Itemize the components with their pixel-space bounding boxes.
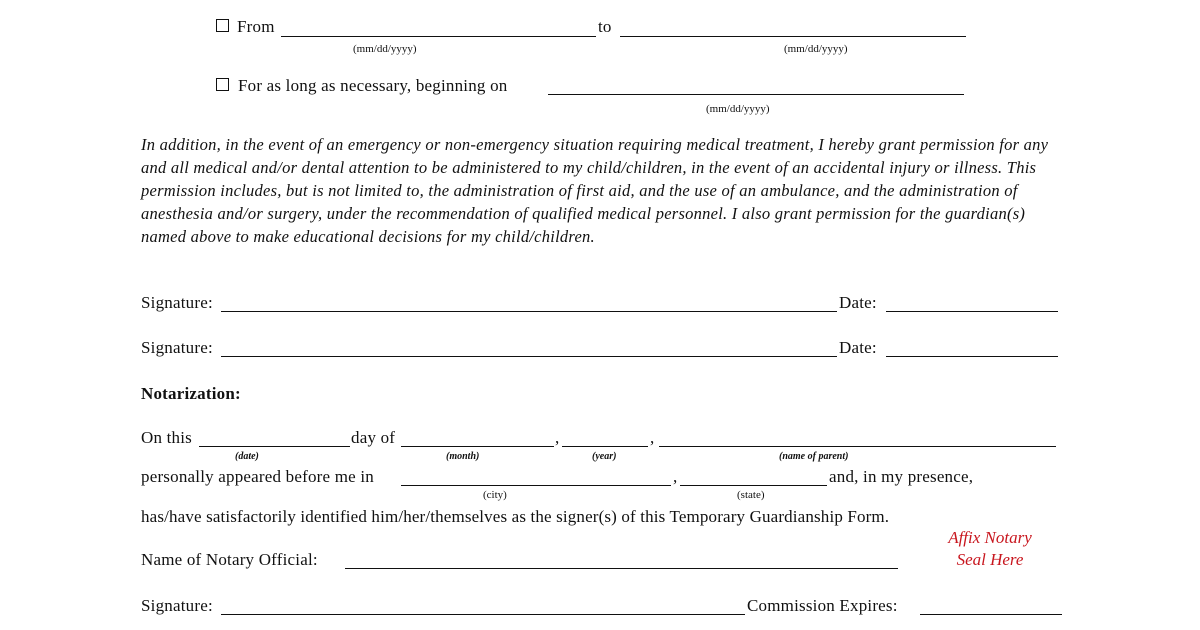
date-label-2: Date:: [839, 338, 877, 357]
on-this-label: On this: [141, 428, 192, 447]
beginning-date-hint: (mm/dd/yyyy): [706, 103, 770, 115]
hint-date: (date): [235, 451, 259, 462]
from-checkbox[interactable]: [216, 19, 229, 32]
commission-expires-label: Commission Expires:: [747, 596, 898, 615]
from-date-hint: (mm/dd/yyyy): [353, 43, 417, 55]
date-field-1[interactable]: [886, 311, 1058, 312]
notary-official-field[interactable]: [345, 568, 898, 569]
seal-line-2: Seal Here: [956, 550, 1024, 569]
city-comma: ,: [673, 467, 678, 486]
beginning-date-field[interactable]: [548, 94, 964, 95]
presence-label: and, in my presence,: [829, 467, 974, 486]
month-comma: ,: [555, 428, 560, 447]
day-of-label: day of: [351, 428, 396, 447]
hint-parent: (name of parent): [779, 451, 849, 462]
from-date-field[interactable]: [281, 36, 596, 37]
notary-month-field[interactable]: [401, 446, 554, 447]
notary-signature-field[interactable]: [221, 614, 745, 615]
signature-field-1[interactable]: [221, 311, 837, 312]
seal-line-1: Affix Notary: [948, 528, 1032, 547]
notary-signature-label: Signature:: [141, 596, 213, 615]
to-date-field[interactable]: [620, 36, 966, 37]
signature-label-1: Signature:: [141, 293, 213, 312]
signature-field-2[interactable]: [221, 356, 837, 357]
from-label: From: [237, 17, 275, 36]
date-label-1: Date:: [839, 293, 877, 312]
parent-name-field[interactable]: [659, 446, 1056, 447]
commission-expires-field[interactable]: [920, 614, 1062, 615]
notary-year-field[interactable]: [562, 446, 648, 447]
to-date-hint: (mm/dd/yyyy): [784, 43, 848, 55]
ongoing-checkbox[interactable]: [216, 78, 229, 91]
hint-state: (state): [737, 489, 765, 501]
hint-month: (month): [446, 451, 480, 462]
hint-year: (year): [592, 451, 617, 462]
notary-official-label: Name of Notary Official:: [141, 550, 318, 569]
city-field[interactable]: [401, 485, 671, 486]
notarization-heading: Notarization:: [141, 384, 241, 403]
hint-city: (city): [483, 489, 507, 501]
date-field-2[interactable]: [886, 356, 1058, 357]
medical-consent-paragraph: In addition, in the event of an emergency or non-emergency situation requiring medical treatment, I hereby grant permission for any and all medical and/or dental attention to be administered to my child/children, in the event of an accidental injury or illness. This permission includes, but is not limited to, the administration of first aid, and the use of an ambulance, and the administration of anesthesia and/or surgery, under the recommendation of qualified medical personnel. I also grant permission for the guardian(s) named above to make educational decisions for my child/children.: [141, 135, 1049, 246]
appeared-label: personally appeared before me in: [141, 467, 374, 486]
year-comma: ,: [650, 428, 655, 447]
signature-label-2: Signature:: [141, 338, 213, 357]
identified-statement: has/have satisfactorily identified him/her/themselves as the signer(s) of this Temporary Guardianship Form.: [141, 507, 890, 526]
ongoing-label: For as long as necessary, beginning on: [238, 76, 508, 95]
notary-seal-area: [930, 527, 1050, 571]
to-label: to: [598, 17, 612, 36]
state-field[interactable]: [680, 485, 827, 486]
notary-date-field[interactable]: [199, 446, 350, 447]
